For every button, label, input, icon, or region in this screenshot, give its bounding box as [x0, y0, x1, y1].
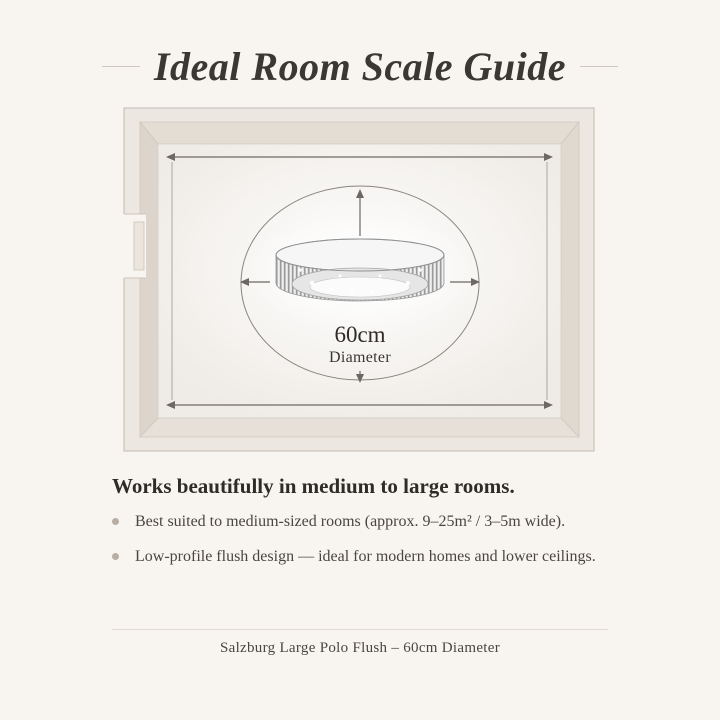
doorway [122, 214, 146, 278]
wall-right [561, 122, 579, 437]
chandelier-illustration [276, 239, 444, 301]
diameter-label: Diameter [329, 349, 391, 366]
feature-item-room-size [112, 510, 632, 534]
diameter-value: 60cm [334, 322, 386, 347]
feature-item-low-profile [112, 545, 632, 569]
headline: Works beautifully in medium to large rooms. [112, 474, 515, 498]
product-caption: Salzburg Large Polo Flush – 60cm Diameter [219, 640, 501, 656]
wall-bottom [140, 418, 579, 437]
wall-top [140, 122, 579, 144]
page-title: Ideal Room Scale Guide [153, 43, 567, 89]
bullet-dot [112, 518, 119, 525]
bullet-dot [112, 553, 119, 560]
feature-list [112, 510, 632, 580]
feature-text: Best suited to medium-sized rooms (approx. 9–25m² / 3–5m wide). [135, 513, 566, 530]
feature-text: Low-profile flush design — ideal for modern homes and lower ceilings. [135, 548, 596, 565]
footer-divider [112, 629, 608, 630]
wall-left [140, 122, 158, 437]
